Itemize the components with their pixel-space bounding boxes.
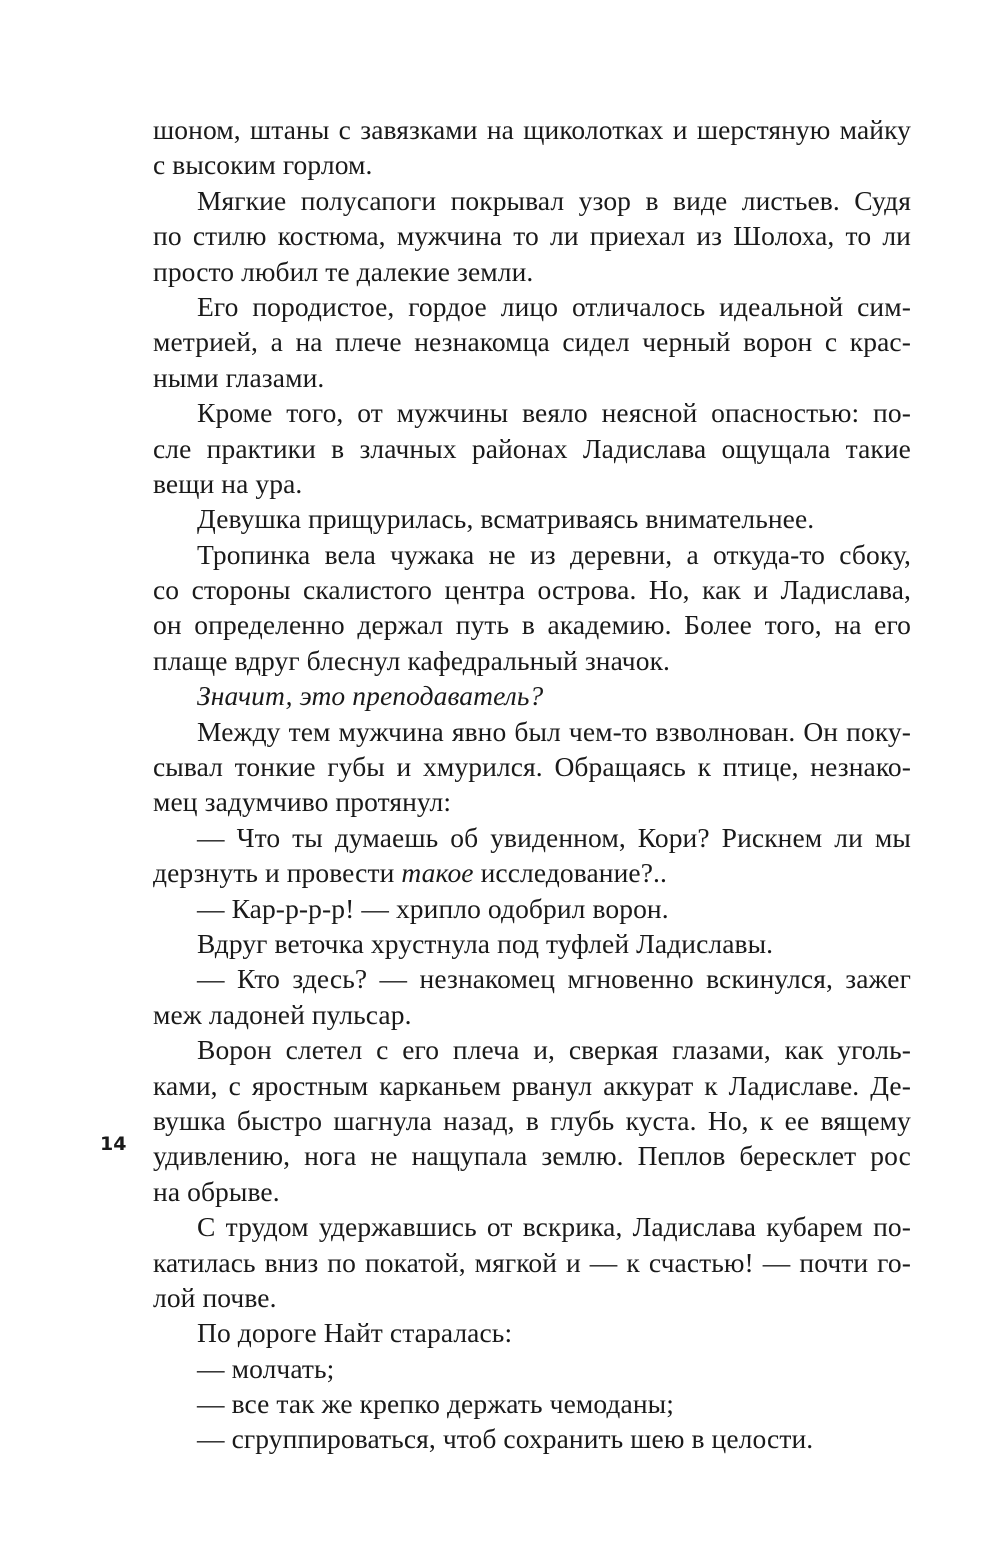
- text-segment: просто любил те далекие земли.: [153, 255, 534, 287]
- text-segment: Ворон слетел с его плеча и, сверкая глазами, как уголь-: [197, 1034, 911, 1066]
- text-segment: — Кто здесь? — незнакомец мгновенно вскинулся, зажег: [197, 963, 911, 995]
- text-line: [153, 254, 911, 289]
- text-line: [153, 1386, 911, 1421]
- text-line: [153, 1421, 911, 1456]
- text-segment: катилась вниз по покатой, мягкой и — к счастью! — почти го-: [153, 1246, 911, 1278]
- page-number: 14: [100, 1133, 127, 1155]
- text-segment: — сгруппироваться, чтоб сохранить шею в целости.: [197, 1423, 814, 1455]
- text-block: [153, 112, 911, 1457]
- italic-text: Значит, это преподаватель?: [197, 680, 544, 712]
- text-line: [153, 1209, 911, 1244]
- text-line: [153, 431, 911, 466]
- text-segment: лой почве.: [153, 1281, 277, 1313]
- text-segment: вушка быстро шагнула назад, в глубь куста. Но, к ее вящему: [153, 1104, 911, 1136]
- text-segment: По дороге Найт старалась:: [197, 1317, 513, 1349]
- text-line: [153, 1032, 911, 1067]
- text-line: [153, 289, 911, 324]
- text-line: [153, 1351, 911, 1386]
- text-line: [153, 926, 911, 961]
- text-segment: он определенно держал путь в академию. Более того, на его: [153, 609, 911, 641]
- text-segment: Тропинка вела чужака не из деревни, а откуда-то сбоку,: [197, 538, 911, 570]
- text-line: [153, 784, 911, 819]
- text-segment: метрией, а на плече незнакомца сидел черный ворон с крас-: [153, 326, 911, 358]
- text-line: [153, 643, 911, 678]
- text-line: [153, 820, 911, 855]
- text-line: [153, 714, 911, 749]
- text-segment: вещи на ура.: [153, 467, 303, 499]
- text-segment: исследование?..: [473, 857, 667, 889]
- text-segment: — все так же крепко держать чемоданы;: [197, 1388, 674, 1420]
- text-segment: Вдруг веточка хрустнула под туфлей Ладиславы.: [197, 927, 774, 959]
- text-segment: ками, с яростным карканьем рванул аккурат к Ладиславе. Де-: [153, 1069, 911, 1101]
- text-line: [153, 147, 911, 182]
- text-segment: — Кар-р-р-р! — хрипло одобрил ворон.: [197, 892, 669, 924]
- text-line: [153, 501, 911, 536]
- text-segment: — Что ты думаешь об увиденном, Кори? Рискнем ли мы: [197, 821, 911, 853]
- text-line: [153, 1103, 911, 1138]
- text-segment: с высоким горлом.: [153, 149, 373, 181]
- text-segment: Его породистое, гордое лицо отличалось идеальной сим-: [197, 290, 911, 322]
- text-segment: мец задумчиво протянул:: [153, 786, 452, 818]
- text-line: [153, 1138, 911, 1173]
- text-line: [153, 183, 911, 218]
- text-line: [153, 855, 911, 890]
- text-line: [153, 891, 911, 926]
- text-line: [153, 572, 911, 607]
- text-segment: сле практики в злачных районах Ладислава ощущала такие: [153, 432, 911, 464]
- text-segment: Мягкие полусапоги покрывал узор в виде листьев. Судя: [197, 184, 911, 216]
- text-line: [153, 324, 911, 359]
- text-segment: Девушка прищурилась, всматриваясь внимательнее.: [197, 503, 815, 535]
- text-segment: — молчать;: [197, 1352, 335, 1384]
- text-segment: шоном, штаны с завязками на щиколотках и шерстяную майку: [153, 114, 911, 145]
- text-line: [153, 607, 911, 642]
- text-segment: по стилю костюма, мужчина то ли приехал из Шолоха, то ли: [153, 220, 911, 252]
- text-line: [153, 1280, 911, 1315]
- text-segment: сывал тонкие губы и хмурился. Обращаясь к птице, незнако-: [153, 751, 911, 783]
- text-segment: ными глазами.: [153, 361, 325, 393]
- text-line: [153, 1068, 911, 1103]
- text-line: [153, 1174, 911, 1209]
- text-segment: плаще вдруг блеснул кафедральный значок.: [153, 644, 671, 676]
- text-segment: Кроме того, от мужчины веяло неясной опасностью: по-: [197, 397, 911, 429]
- text-line: [153, 112, 911, 147]
- text-line: [153, 395, 911, 430]
- text-segment: Между тем мужчина явно был чем-то взволнован. Он поку-: [197, 715, 911, 747]
- text-segment: дерзнуть и провести: [153, 857, 402, 889]
- text-line: [153, 466, 911, 501]
- text-segment: со стороны скалистого центра острова. Но, как и Ладислава,: [153, 574, 911, 606]
- text-line: [153, 749, 911, 784]
- text-segment: меж ладоней пульсар.: [153, 998, 412, 1030]
- text-line: [153, 537, 911, 572]
- text-segment: С трудом удержавшись от вскрика, Ладислава кубарем по-: [197, 1211, 911, 1243]
- text-segment: на обрыве.: [153, 1175, 280, 1207]
- text-line: [153, 1315, 911, 1350]
- text-line: [153, 961, 911, 996]
- text-line: [153, 360, 911, 395]
- text-segment: удивлению, нога не нащупала землю. Пеплов бересклет рос: [153, 1140, 911, 1172]
- text-line: [153, 1245, 911, 1280]
- italic-text: такое: [401, 857, 474, 889]
- text-line: [153, 678, 911, 713]
- text-line: [153, 218, 911, 253]
- text-line: [153, 997, 911, 1032]
